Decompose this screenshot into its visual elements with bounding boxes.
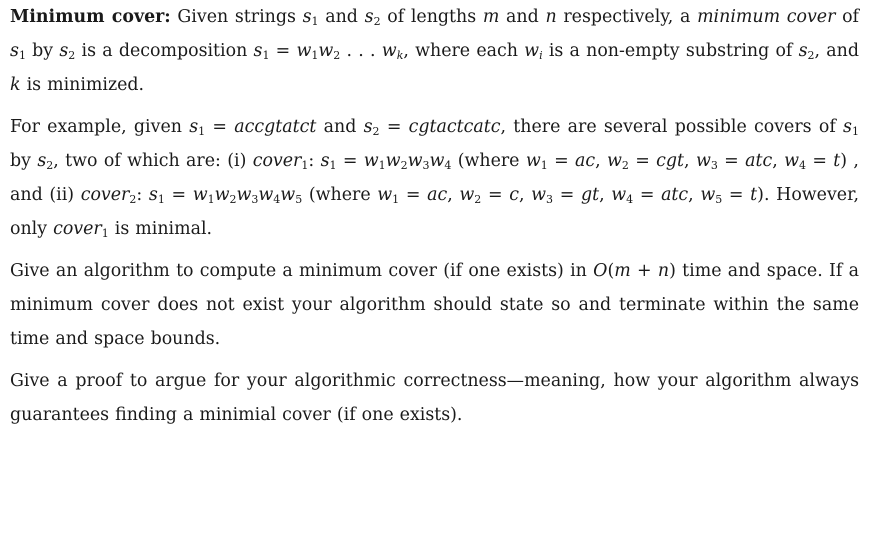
problem-heading: Minimum cover: [10, 7, 171, 27]
proof-paragraph: Give a proof to argue for your algorithmic correctness—meaning, how your algorithm always guarantees finding a minimial cover (if one exists). [10, 371, 859, 425]
example-paragraph: For example, given $s_1$ = accgtatct and $s_2$ = cgtactcatc, there are several possible covers of $s_1$ by $s_2$, two of which are: (i) cover$_1$: $s_1 = w_1w_2w_3w_4$ (where $w_1$ = ac, $w_2$ = cgt, $w_3$ = atc, $w_4 = t$) , and (ii) cover$_2$: $s_1 = w_1w_2w_3w_4w_5$ (where $w_1$ = ac, $w_2 = c$, $w_3$ = gt, $w_4$ = atc, $w_5 = t$). However, only cover$_1$ is minimal. [10, 117, 860, 240]
task-paragraph: Give an algorithm to compute a minimum cover (if one exists) in O(m + n) time and space. If a minimum cover does not exist your algorithm should state so and terminate within the same time and space bounds. [10, 261, 859, 349]
problem-definition: Minimum cover: Given strings $s_1$ and $s_2$ of lengths m and n respectively, a minimum cover of $s_1$ by $s_2$ is a decomposition $s_1 = w_1w_2$ . . . $w_k$, where each $w_i$ is a non-empty substring of $s_2$, and k is minimized. [10, 7, 859, 95]
